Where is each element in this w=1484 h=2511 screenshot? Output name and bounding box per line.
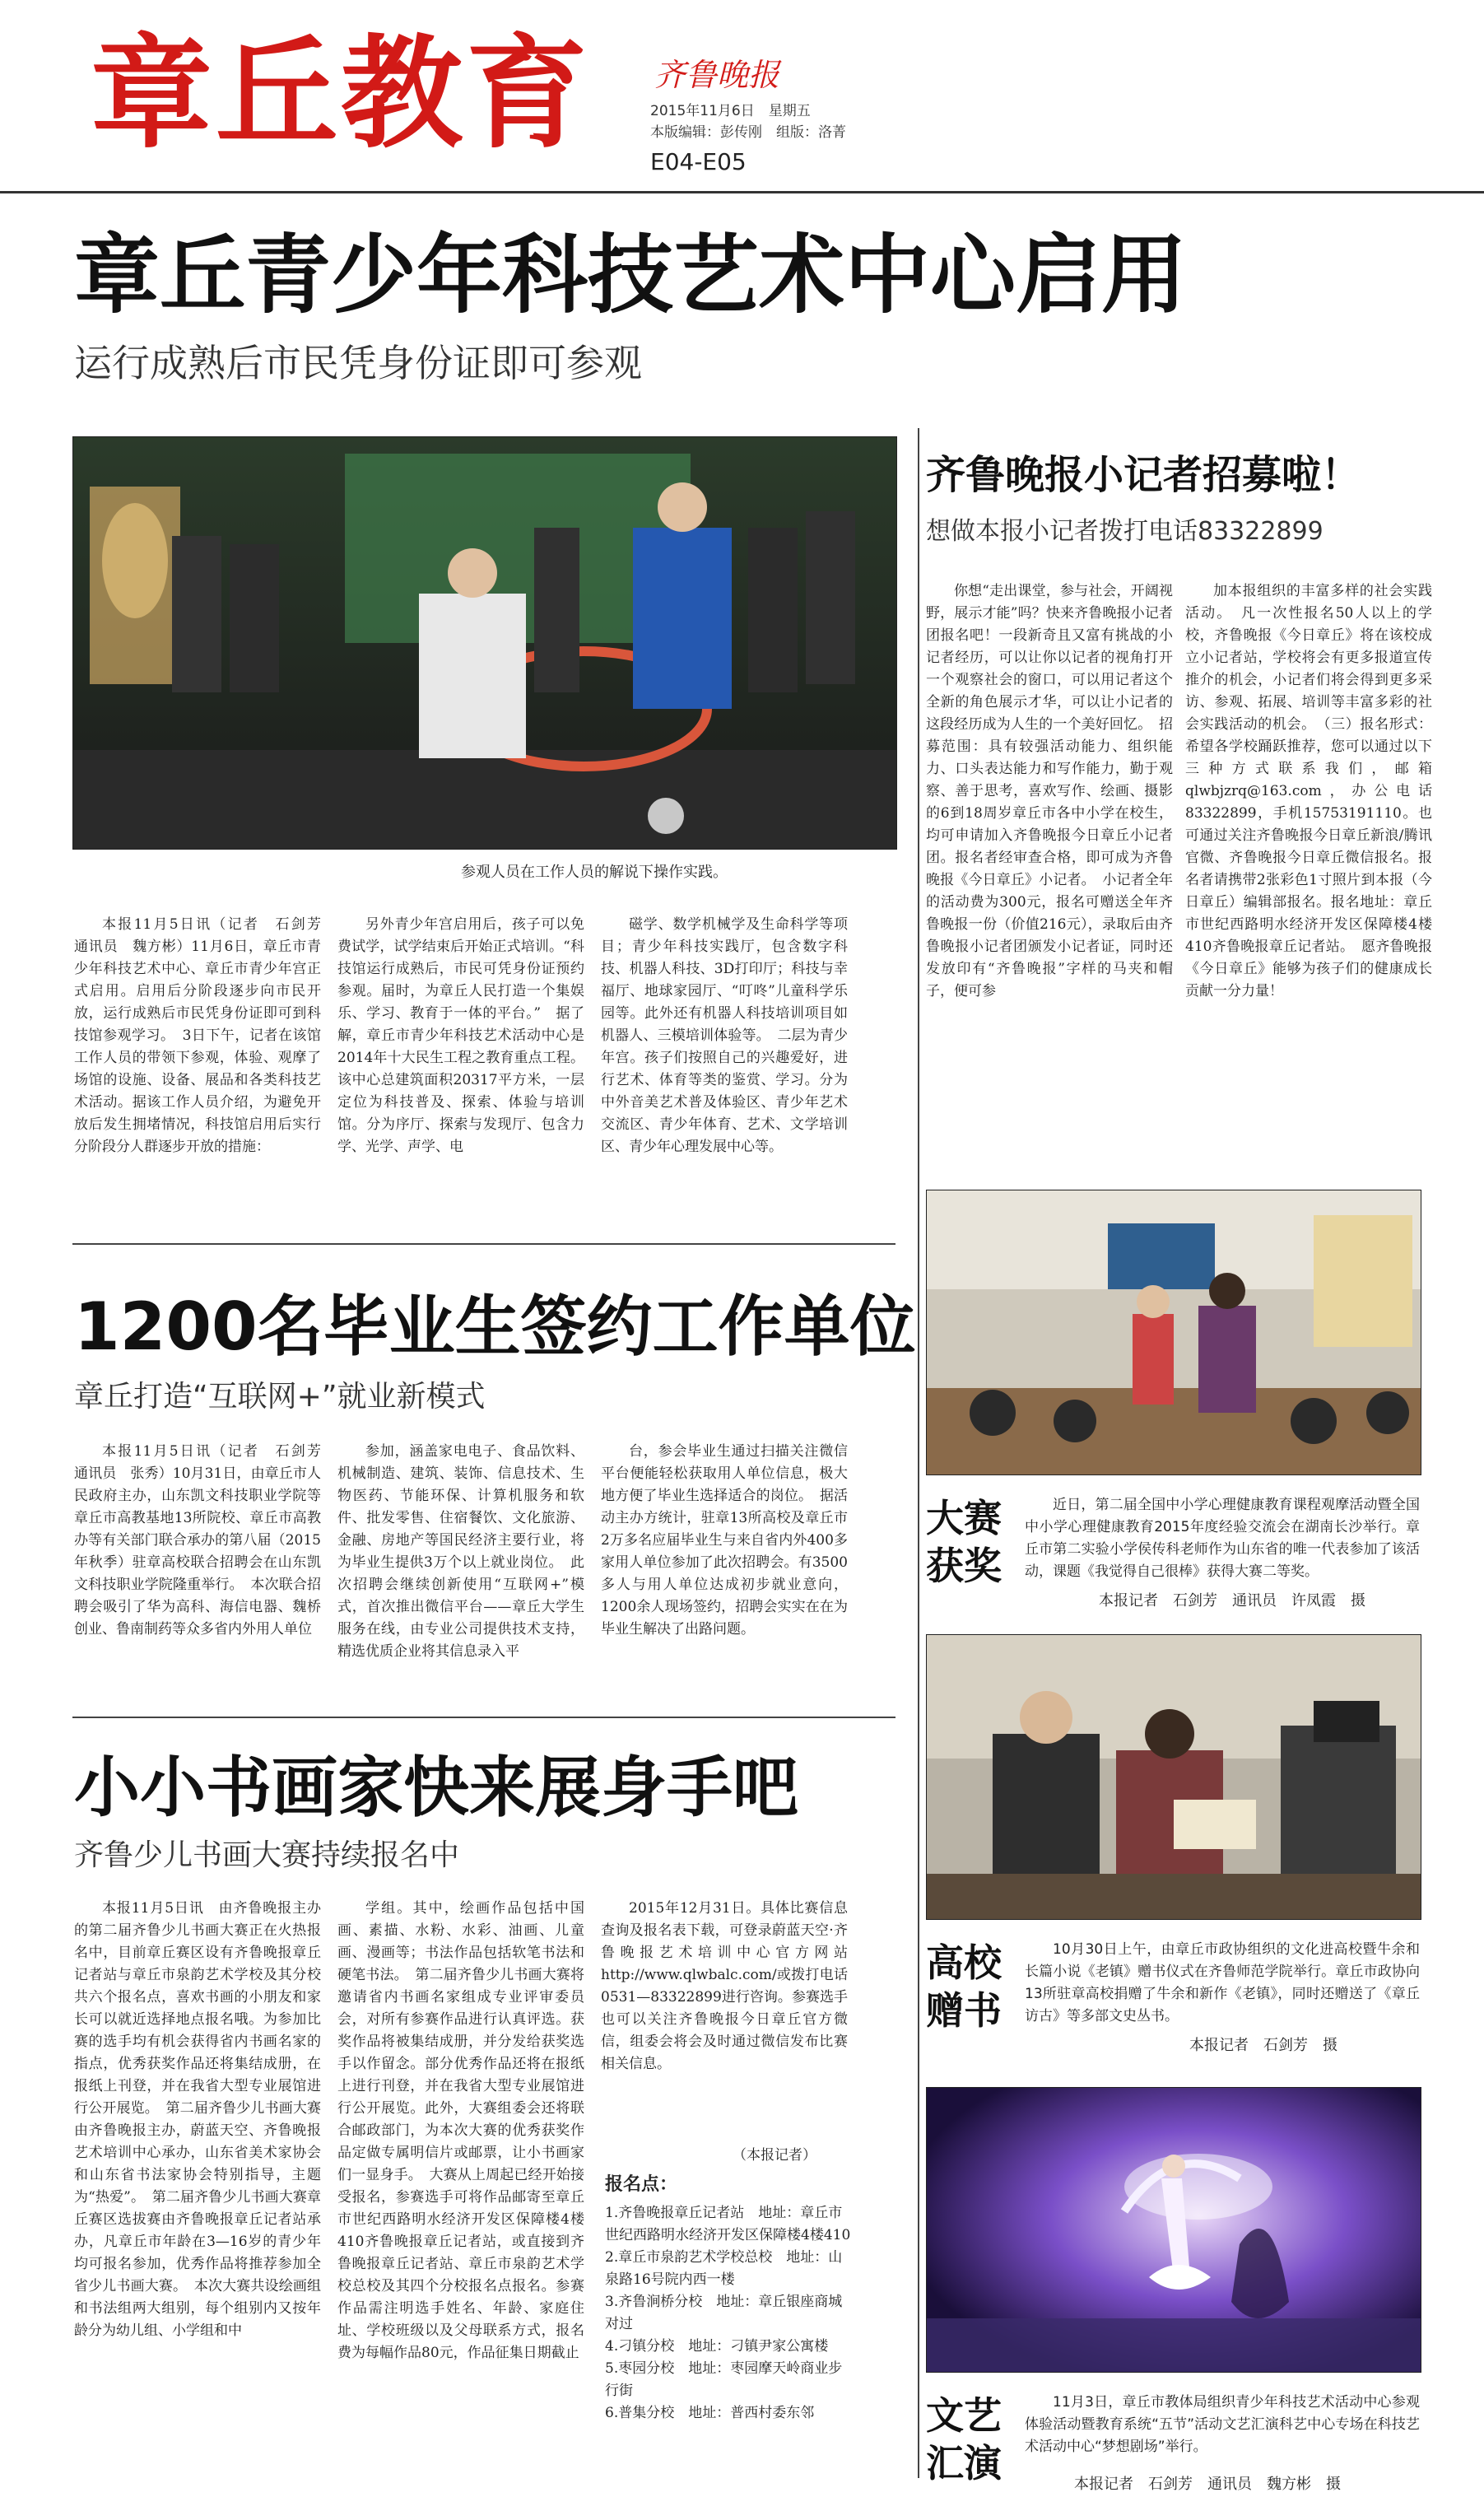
classroom-photo [927,1190,1421,1474]
signup-item: 6.普集分校 地址：普西村委东邻 [605,2405,815,2421]
graduates-headline: 1200名毕业生签约工作单位 [74,1288,916,1365]
signup-item: 4.刁镇分校 地址：刁镇尹家公寓楼 [605,2338,829,2355]
award-text-block [1025,1494,1420,1585]
signup-item: 3.齐鲁涧桥分校 地址：章丘银座商城对过 [605,2294,843,2332]
books-title [926,1939,1002,2034]
signup-item: 2.章丘市泉韵艺术学校总校 地址：山泉路16号院内西一楼 [605,2249,843,2288]
recruit-column-1 [926,580,1173,1177]
lead-headline: 章丘青少年科技艺术中心启用 [74,225,1188,325]
signup-item: 1.齐鲁晚报章丘记者站 地址：章丘市世纪西路明水经济开发区保障楼4楼410 [605,2205,851,2243]
award-credit: 本报记者 石剑芳 通讯员 许凤霞 摄 [1099,1592,1365,1610]
award-photo [926,1190,1421,1475]
graduates-text-1: 本报11月5日讯（记者 石剑芳 通讯员 张秀）10月31日，由章丘市人民政府主办，山东凯文科技职业学院等章丘市高教基地13所院校、章丘市高教办等有关部门联合承办的第八届（2015年秋季）驻章高校联合招聘会在山东凯文科技职业学院隆重举行。 本次联合招聘会吸引了华为高科、海信电器、魏桥创业、鲁南制药等众多省内外用人单位 [74,1443,335,1638]
science-center-photo [73,437,896,849]
show-credit: 本报记者 石剑芳 通讯员 魏方彬 摄 [1074,2476,1341,2493]
masthead-divider [0,191,1484,193]
masthead-title: 章丘教育 [91,23,591,165]
painting-column-1 [74,1898,321,2490]
section-divider [72,1243,896,1245]
page-numbers: E04-E05 [650,148,747,175]
painting-reporter: （本报记者） [733,2147,816,2164]
painting-text-3: 2015年12月31日。具体比赛信息查询及报名表下载，可登录蔚蓝天空·齐鲁晚报艺术培训中心官方网站http://www.qlwbalc.com/或拨打电话0531—83322899进行咨询。参赛选手也可以关注齐鲁晚报今日章丘官方微信，组委会将会及时通过微信发布比赛相关信息。 [601,1900,848,2072]
lead-photo [72,436,897,850]
paper-name: 齐鲁晚报 [654,57,780,93]
painting-text-1: 本报11月5日讯 由齐鲁晚报主办的第二届齐鲁少儿书画大赛正在火热报名中，目前章丘赛区设有齐鲁晚报章丘记者站与章丘市泉韵艺术学校及其分校共六个报名点，喜欢书画的小朋友和家长可以就近选择地点报名哦。为参加比赛的选手均有机会获得省内书画名家的指点，优秀获奖作品还将集结成册，在报纸上刊登，并在我省大型专业展馆进行公开展览。 第二届齐鲁少儿书画大赛由齐鲁晚报主办，蔚蓝天空、齐鲁晚报艺术培训中心承办，山东省美术家协会和山东省书法家协会特别指导，主题为“热爱”。 第二届齐鲁少儿书画大赛章丘赛区选拔赛由齐鲁晚报章丘记者站承办，凡章丘市年龄在3—16岁的青少年均可报名参加，优秀作品将推荐参加全省少儿书画大赛。 本次大赛共设绘画组和书法组两大组别，每个组别内又按年龄分为幼儿组、小学组和中 [74,1900,321,2339]
show-title-line: 文艺 [926,2393,1002,2438]
dance-performance-photo [927,2088,1421,2372]
painting-text-2: 学组。其中，绘画作品包括中国画、素描、水粉、水彩、油画、儿童画、漫画等；书法作品包括软笔书法和硬笔书法。 第二届齐鲁少儿书画大赛将邀请省内书画名家组成专业评审委员会，对所有参赛作品进行认真评选。获奖作品将被集结成册，并分发给获奖选手以作留念。部分优秀作品还将在报纸上进行刊登，并在我省大型专业展馆进行公开展览。此外，大赛组委会还将联合邮政部门，为本次大赛的优秀获奖作品定做专属明信片或邮票，让小书画家们一显身手。 大赛从上周起已经开始接受报名，参赛选手可将作品邮寄至章丘市世纪西路明水经济开发区保障楼4楼410齐鲁晚报章丘记者站，或直接到齐鲁晚报章丘记者站、章丘市泉韵艺术学校总校及其四个分校报名点报名。参赛作品需注明选手姓名、年龄、家庭住址、学校班级以及父母联系方式，报名费为每幅作品80元，作品征集日期截止 [337,1900,584,2361]
show-title [926,2392,1002,2487]
signup-list [605,2202,852,2425]
column-divider [918,428,919,2478]
lead-column-3 [601,914,848,1218]
recruit-column-2 [1185,580,1432,1177]
section-divider [72,1717,896,1718]
signup-title: 报名点： [605,2173,678,2195]
award-title [926,1494,1002,1590]
award-title-line: 大赛 [926,1496,1002,1540]
recruit-text-2: 加本报组织的丰富多样的社会实践活动。 凡一次性报名50人以上的学校，齐鲁晚报《今日章丘》将在该校成立小记者站，学校将会有更多报道宣传推介的机会，小记者们将会得到更多采访、参观、拓展、培训等丰富多彩的社会实践活动的机会。 （三）报名形式：希望各学校踊跃推荐，您可以通过以下三种方式联系我们，邮箱qlwbjzrq@163.com，办公电话83322899，手机15753191110。也可通过关注齐鲁晚报今日章丘新浪/腾讯官微、齐鲁晚报今日章丘微信报名。报名者请携带2张彩色1寸照片到本报（今日章丘）编辑部报名。报名地址：章丘市世纪西路明水经济开发区保障楼4楼410齐鲁晚报章丘记者站。 愿齐鲁晚报《今日章丘》能够为孩子们的健康成长贡献一分力量！ [1185,583,1432,999]
painting-column-2 [337,1898,584,2490]
lead-text-2: 另外青少年宫启用后，孩子可以免费试学，试学结束后开始正式培训。“科技馆运行成熟后，市民可凭身份证预约参观。届时，为章丘人民打造一个集娱乐、学习、教育于一体的平台。” 据了解，章丘市青少年科技艺术活动中心是2014年十大民生工程之教育重点工程。该中心总建筑面积20317平方米，一层定位为科技普及、探索、体验与培训馆。分为序厅、探索与发现厅、包含力学、光学、声学、电 [337,916,584,1155]
show-title-line: 汇演 [926,2441,1002,2485]
graduates-column-2 [337,1441,584,1688]
show-photo [926,2087,1421,2373]
books-title-line: 高校 [926,1940,1002,1985]
lead-text-1: 本报11月5日讯（记者 石剑芳 通讯员 魏方彬）11月6日，章丘市青少年科技艺术中心、章丘市青少年宫正式启用。启用后分阶段逐步向市民开放，运行成熟后市民凭身份证即可到科技馆参观学习。 3日下午，记者在该馆工作人员的带领下参观，体验、观摩了场馆的设施、设备、展品和各类科技艺术活动。据该工作人员介绍，为避免开放后发生拥堵情况，科技馆启用后实行分阶段分人群逐步开放的措施： [74,916,335,1155]
show-text: 11月3日，章丘市教体局组织青少年科技艺术活动中心参观体验活动暨教育系统“五节”活动文艺汇演科艺中心专场在科技艺术活动中心“梦想剧场”举行。 [1025,2394,1420,2455]
lead-column-1 [74,914,335,1218]
lead-text-3: 磁学、数学机械学及生命科学等项目；青少年科技实践厅，包含数字科技、机器人科技、3D打印厅；科技与幸福厅、地球家园厅、“叮咚”儿童科学乐园等。此外还有机器人科技培训项目如机器人、三模培训体验等。 二层为青少年宫。孩子们按照自己的兴趣爱好，进行艺术、体育等类的鉴赏、学习。分为中外音美艺术普及体验区、青少年艺术交流区、青少年体育、艺术、文学培训区、青少年心理发展中心等。 [601,916,848,1155]
award-title-line: 获奖 [926,1544,1002,1588]
graduates-text-2: 参加，涵盖家电电子、食品饮料、机械制造、建筑、装饰、信息技术、生物医药、节能环保、计算机服务和软件、批发零售、住宿餐饮、文化旅游、金融、房地产等国民经济主要行业，将为毕业生提供3万个以上就业岗位。 此次招聘会继续创新使用“互联网+”模式，首次推出微信平台——章丘大学生服务在线，由专业公司提供技术支持，精选优质企业将其信息录入平 [337,1443,584,1660]
graduates-column-1 [74,1441,335,1688]
graduates-column-3 [601,1441,848,1688]
lead-subhead: 运行成熟后市民凭身份证即可参观 [74,341,642,385]
books-photo [926,1634,1421,1920]
painting-headline: 小小书画家快来展身手吧 [74,1749,798,1826]
graduates-subhead: 章丘打造“互联网+”就业新模式 [74,1380,486,1414]
page-editors: 本版编辑：彭传刚 组版：洛菁 [650,124,846,141]
books-text: 10月30日上午，由章丘市政协组织的文化进高校暨牛余和长篇小说《老镇》赠书仪式在齐鲁师范学院举行。章丘市政协向13所驻章高校捐赠了牛余和新作《老镇》，同时还赠送了《章丘访古》等多部文史丛书。 [1025,1941,1420,2024]
recruit-text-1: 你想“走出课堂，参与社会，开阔视野，展示才能”吗？快来齐鲁晚报小记者团报名吧！一段新奇且又富有挑战的小记者经历，可以让你以记者的视角打开一个观察社会的窗口，可以用记者这个全新的角色展示才华，可以让小记者的这段经历成为人生的一个美好回忆。 招募范围：具有较强活动能力、组织能力、口头表达能力和写作能力，勤于观察、善于思考，喜欢写作、绘画、摄影的6到18周岁章丘市各中小学在校生，均可申请加入齐鲁晚报今日章丘小记者团。报名者经审查合格，即可成为齐鲁晚报《今日章丘》小记者。 小记者全年的活动费为300元，报名可赠送全年齐鲁晚报一份（价值216元），录取后由齐鲁晚报小记者团颁发小记者证，同时还发放印有“齐鲁晚报”字样的马夹和帽子，便可参 [926,583,1173,999]
show-text-block [1025,2392,1420,2466]
book-donation-photo [927,1635,1421,1919]
books-title-line: 赠书 [926,1988,1002,2033]
lead-column-2 [337,914,584,1218]
award-text: 近日，第二届全国中小学心理健康教育课程观摩活动暨全国中小学心理健康教育2015年度经验交流会在湖南长沙举行。章丘市第二实验小学侯传科老师作为山东省的唯一代表参加了该活动，课题《我觉得自己很棒》获得大赛二等奖。 [1025,1497,1420,1580]
recruit-headline: 齐鲁晚报小记者招募啦！ [926,452,1361,498]
painting-column-3 [601,1898,848,2132]
graduates-text-3: 台，参会毕业生通过扫描关注微信平台便能轻松获取用人单位信息，极大地方便了毕业生选择适合的岗位。 据活动主办方统计，驻章13所高校及章丘市2万多名应届毕业生与来自省内外400多家用人单位参加了此次招聘会。有3500多人与用人单位达成初步就业意向，1200余人现场签约，招聘会实实在在为毕业生解决了出路问题。 [601,1443,848,1638]
lead-photo-caption: 参观人员在工作人员的解说下操作实践。 [461,864,728,881]
signup-item: 5.枣园分校 地址：枣园摩天岭商业步行街 [605,2360,843,2399]
issue-date: 2015年11月6日 星期五 [650,103,811,119]
painting-subhead: 齐鲁少儿书画大赛持续报名中 [74,1838,460,1872]
recruit-subhead: 想做本报小记者拨打电话83322899 [926,517,1324,546]
books-credit: 本报记者 石剑芳 摄 [1189,2037,1337,2054]
books-text-block [1025,1939,1420,2029]
